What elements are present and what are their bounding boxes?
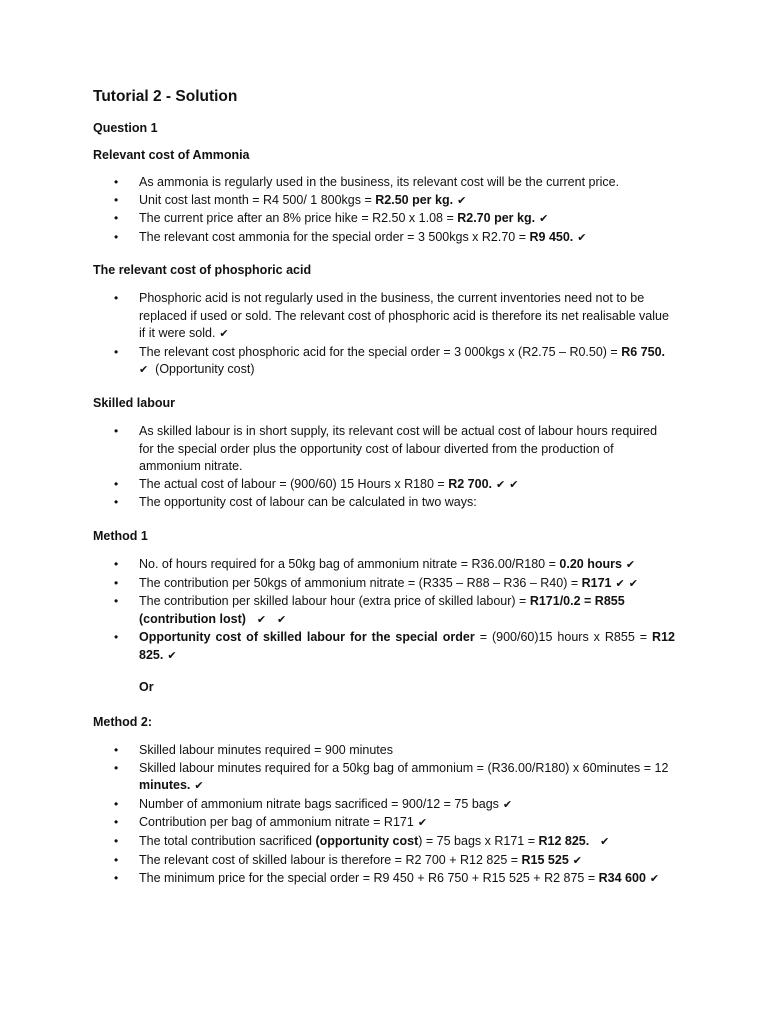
list-item: • The actual cost of labour = (900/60) 15 Hours x R180 = R2 700. ✔ ✔ <box>93 476 675 495</box>
labour-heading: Skilled labour <box>93 396 175 410</box>
check-icon: ✔ <box>625 559 636 571</box>
method-1-list <box>93 556 675 666</box>
check-icon: ✔ <box>219 328 229 341</box>
or-label: Or <box>139 680 154 694</box>
list-item: • The opportunity cost of labour can be calculated in two ways: <box>93 494 675 512</box>
list-item: • The minimum price for the special order = R9 450 + R6 750 + R15 525 + R2 875 = R34 600 ✔ <box>93 870 675 889</box>
check-icon: ✔ <box>628 577 638 590</box>
check-icon: ✔ <box>277 613 287 626</box>
check-icon: ✔ <box>256 613 267 626</box>
phosphoric-list <box>93 290 675 380</box>
labour-list <box>93 423 675 512</box>
list-item: • The contribution per skilled labour hour (extra price of skilled labour) = R171/0.2 = R855 (contribution lost) ✔ ✔ <box>93 593 675 629</box>
list-item: • The relevant cost ammonia for the special order = 3 500kgs x R2.70 = R9 450. ✔ <box>93 229 675 248</box>
list-item: • The total contribution sacrificed (opportunity cost) = 75 bags x R171 = R12 825. ✔ <box>93 833 675 852</box>
check-icon: ✔ <box>577 231 587 244</box>
list-item: • Opportunity cost of skilled labour for the special order = (900/60)15 hours x R855 = R12 825. ✔ <box>93 629 675 665</box>
list-item: • The current price after an 8% price hike = R2.50 x 1.08 = R2.70 per kg. ✔ <box>93 210 675 229</box>
ammonia-heading: Relevant cost of Ammonia <box>93 148 250 162</box>
check-icon: ✔ <box>615 577 625 590</box>
check-icon: ✔ <box>539 213 549 226</box>
check-icon: ✔ <box>139 364 149 377</box>
check-icon: ✔ <box>600 835 610 848</box>
check-icon: ✔ <box>457 194 467 207</box>
list-item: • Contribution per bag of ammonium nitrate = R171 ✔ <box>93 814 675 833</box>
list-item: • Skilled labour minutes required = 900 minutes <box>93 742 675 760</box>
list-item: • Unit cost last month = R4 500/ 1 800kgs = R2.50 per kg. ✔ <box>93 192 675 211</box>
list-item: • Phosphoric acid is not regularly used in the business, the current inventories need not to be replaced if used or sold. The relevant cost of phosphoric acid is therefore its net realisable value if it were sold. ✔ <box>93 290 675 344</box>
list-item: • Skilled labour minutes required for a 50kg bag of ammonium = (R36.00/R180) x 60minutes = 12 minutes. ✔ <box>93 760 675 796</box>
check-icon: ✔ <box>649 873 660 886</box>
check-icon: ✔ <box>194 780 204 793</box>
check-icon: ✔ <box>572 854 582 867</box>
check-icon: ✔ <box>502 798 513 811</box>
list-item: • As ammonia is regularly used in the business, its relevant cost will be the current price. <box>93 174 675 192</box>
list-item: • The relevant cost of skilled labour is therefore = R2 700 + R12 825 = R15 525 ✔ <box>93 852 675 871</box>
page-title: Tutorial 2 - Solution <box>93 88 238 105</box>
list-item: • The contribution per 50kgs of ammonium nitrate = (R335 – R88 – R36 – R40) = R171 ✔ ✔ <box>93 575 675 594</box>
ammonia-list <box>93 174 675 247</box>
list-item: • As skilled labour is in short supply, its relevant cost will be actual cost of labour hours required for the special order plus the opportunity cost of labour diverted from the production of ammonium nitrate. <box>93 423 675 476</box>
check-icon: ✔ <box>509 478 519 491</box>
check-icon: ✔ <box>496 478 506 491</box>
list-item: • Number of ammonium nitrate bags sacrificed = 900/12 = 75 bags ✔ <box>93 796 675 815</box>
phosphoric-heading: The relevant cost of phosphoric acid <box>93 263 312 277</box>
check-icon: ✔ <box>167 649 177 662</box>
method-2-list <box>93 742 675 889</box>
method-1-heading: Method 1 <box>93 529 148 543</box>
check-icon: ✔ <box>417 817 428 830</box>
list-item: • The relevant cost phosphoric acid for the special order = 3 000kgs x (R2.75 – R0.50) = R6 750. ✔ (Opportunity cost) <box>93 344 675 380</box>
method-2-heading: Method 2: <box>93 715 153 729</box>
list-item: • No. of hours required for a 50kg bag of ammonium nitrate = R36.00/R180 = 0.20 hours ✔ <box>93 556 675 575</box>
question-heading: Question 1 <box>93 121 158 135</box>
